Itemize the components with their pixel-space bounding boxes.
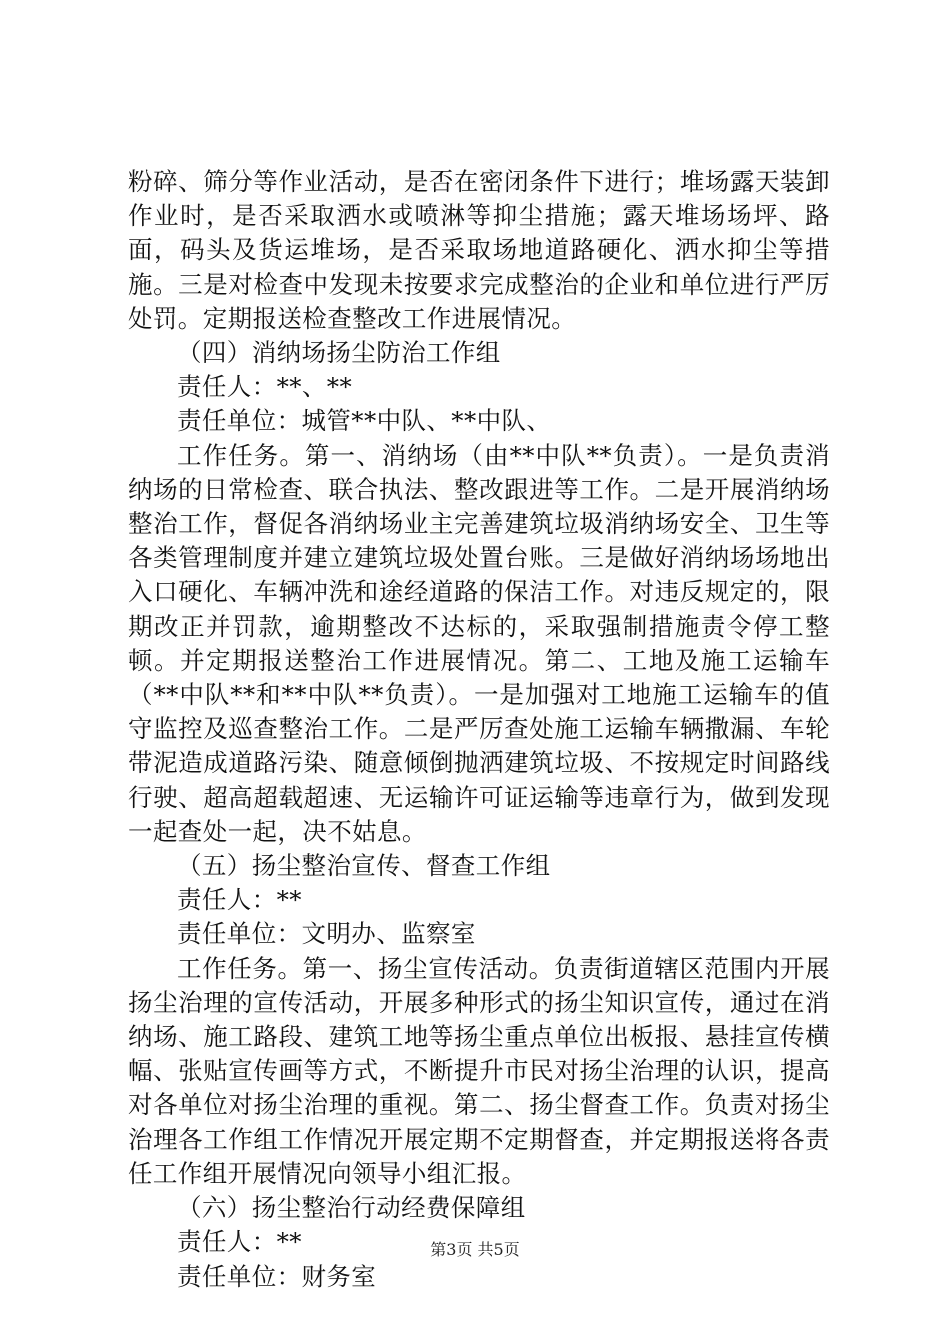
work-task-paragraph: 工作任务。第一、消纳场（由**中队**负责）。一是负责消纳场的日常检查、联合执法、整改跟进等工作。二是开展消纳场整治工作，督促各消纳场业主完善建筑垃圾消纳场安全、卫生等各类管理制度并建立建筑垃圾处置台账。三是做好消纳场场地出入口硬化、车辆冲洗和途经道路的保洁工作。对违反规定的，限期改正并罚款，逾期整改不达标的，采取强制措施责令停工整顿。并定期报送整治工作进展情况。第二、工地及施工运输车（**中队**和**中队**负责）。一是加强对工地施工运输车的值守监控及巡查整治工作。二是严厉查处施工运输车辆撒漏、车轮带泥造成道路污染、随意倾倒抛洒建筑垃圾、不按规定时间路线行驶、超高超载超速、无运输许可证运输等违章行为，做到发现一起查处一起，决不姑息。 (128, 440, 830, 846)
body-paragraph-continuation: 粉碎、筛分等作业活动，是否在密闭条件下进行；堆场露天装卸作业时，是否采取洒水或喷淋等抑尘措施；露天堆场场坪、路面，码头及货运堆场，是否采取场地道路硬化、洒水抑尘等措施。三是对检查中发现未按要求完成整治的企业和单位进行严厉处罚。定期报送检查整改工作进展情况。 (128, 167, 830, 333)
responsible-unit: 责任单位：财务室 (177, 1261, 377, 1291)
page-number-footer: 第3页 共5页 (430, 1240, 520, 1259)
responsible-unit: 责任单位：城管**中队、**中队、 (177, 406, 552, 436)
document-body (128, 165, 830, 1294)
responsible-person: 责任人：** (177, 885, 302, 915)
work-task-paragraph: 工作任务。第一、扬尘宣传活动。负责街道辖区范围内开展扬尘治理的宣传活动，开展多种形式的扬尘知识宣传，通过在消纳场、施工路段、建筑工地等扬尘重点单位出板报、悬挂宣传横幅、张贴宣传画等方式，不断提升市民对扬尘治理的认识，提高对各单位对扬尘治理的重视。第二、扬尘督查工作。负责对扬尘治理各工作组工作情况开展定期不定期督查，并定期报送将各责任工作组开展情况向领导小组汇报。 (128, 953, 830, 1188)
section-heading-six: （六）扬尘整治行动经费保障组 (177, 1193, 526, 1223)
responsible-unit: 责任单位：文明办、监察室 (177, 919, 476, 949)
section-heading-five: （五）扬尘整治宣传、督查工作组 (177, 851, 551, 881)
section-heading-four: （四）消纳场扬尘防治工作组 (177, 338, 501, 368)
responsible-person: 责任人：**、** (177, 372, 353, 402)
responsible-person: 责任人：** (177, 1227, 302, 1257)
